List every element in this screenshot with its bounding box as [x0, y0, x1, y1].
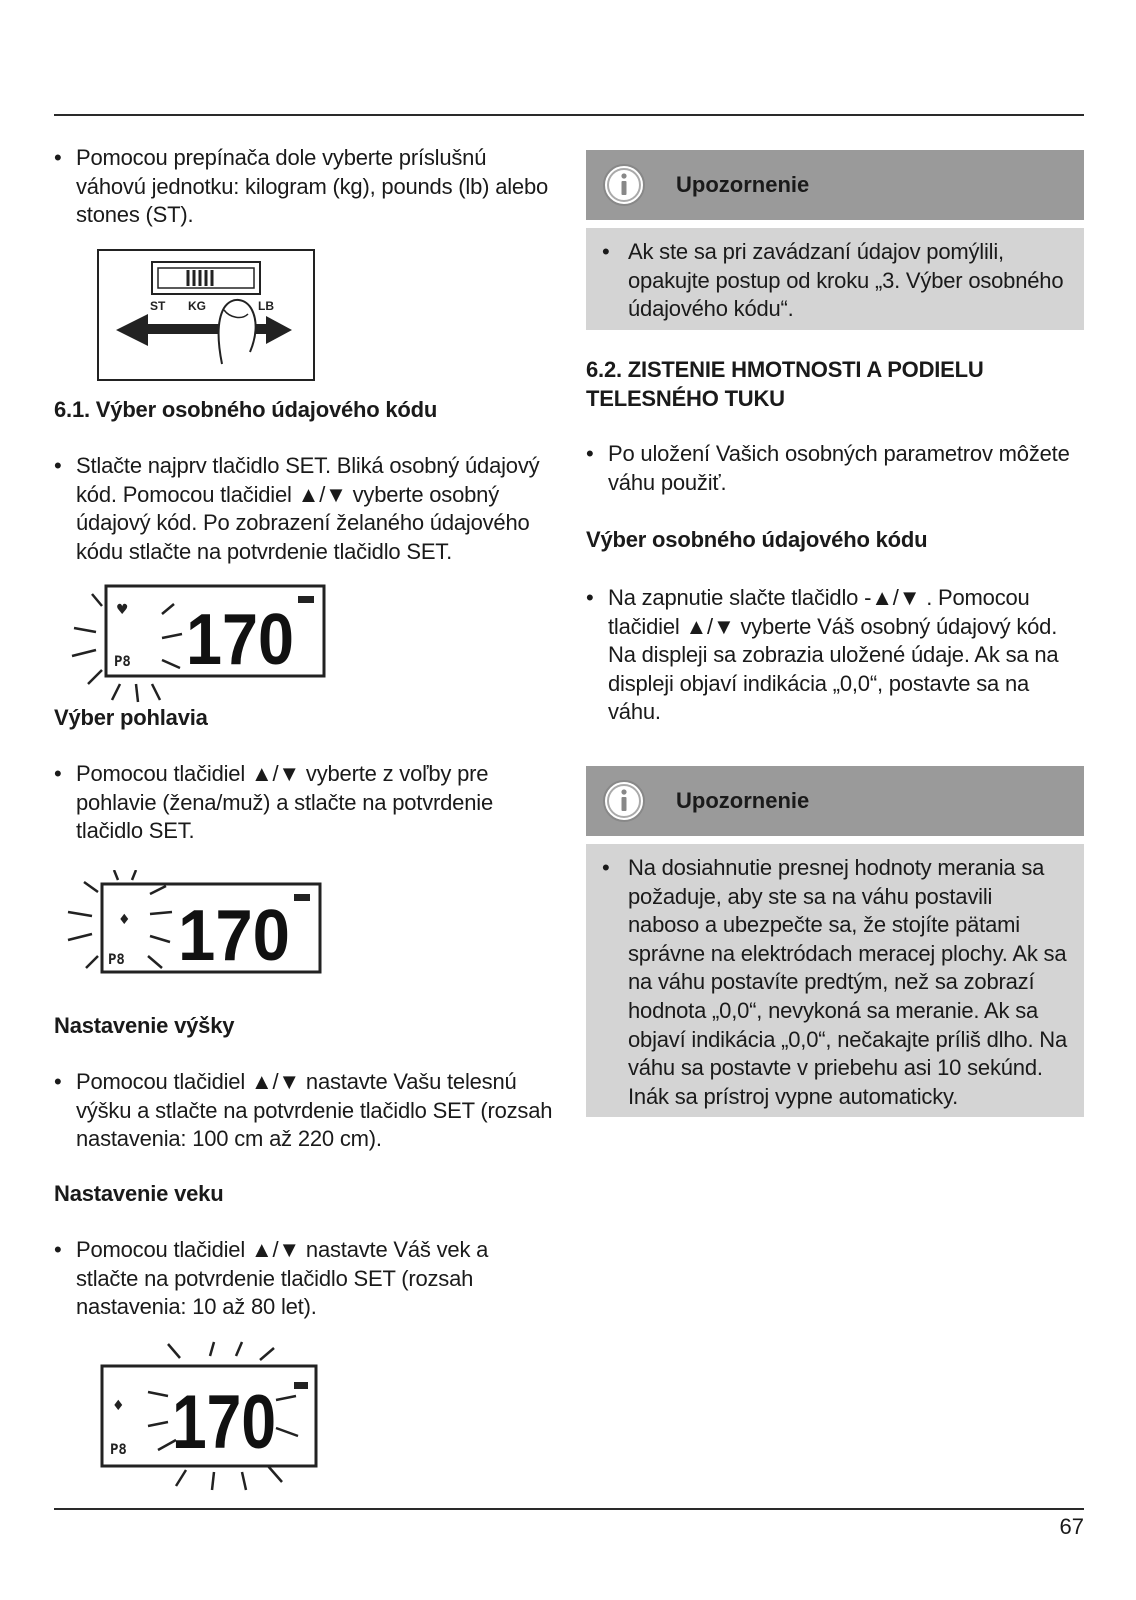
note-1-header: [586, 150, 1084, 220]
note-1-title: Upozornenie: [676, 172, 810, 197]
unit-switch-figure: [96, 248, 316, 382]
lcd-age-value: 170: [172, 1380, 276, 1465]
note-2-header: [586, 766, 1084, 836]
heading-6-1: 6.1. Výber osobného údajového kódu: [54, 397, 438, 422]
heading-height: Nastavenie výšky: [54, 1013, 235, 1038]
top-rule: [54, 114, 1084, 116]
note-2-bullet: • Na dosiahnutie presnej hodnoty merania sa požaduje, aby ste sa na váhu postavili naboso a ubezpečte sa, že stojíte pätami správne na elektródach meracej plochy. Ak sa na váhu postavíte predtým, než sa zobrazí hodnota „0,0“, nevykoná sa meranie. Ak sa objaví indikácia „0,0“, nečakajte príliš dlho. Na váhu sa postavte v priebehu asi 10 sekúnd. Inák sa prístroj vypne automaticky.: [602, 854, 1068, 1111]
lcd-gender-value: 170: [178, 896, 290, 976]
switch-label-lb: LB: [258, 299, 274, 313]
bullet-height: • Pomocou tlačidiel ▲/▼ nastavte Vašu telesnú výšku a stlačte na potvrdenie tlačidlo SET (rozsah nastavenia: 100 cm až 220 cm).: [54, 1068, 554, 1154]
lcd-gender-code: P8: [108, 952, 125, 968]
note-2-title: Upozornenie: [676, 788, 810, 813]
lcd-value: 170: [186, 600, 294, 680]
note-2-body: [586, 844, 1084, 1117]
heading-select-code: Výber osobného údajového kódu: [586, 527, 928, 552]
switch-label-kg: KG: [188, 299, 206, 313]
bullet-6-2: • Po uložení Vašich osobných parametrov môžete váhu použiť.: [586, 440, 1084, 497]
heading-6-2: 6.2. ZISTENIE HMOTNOSTI A PODIELU TELESNÉHO TUKU: [586, 357, 984, 411]
bottom-rule: [54, 1508, 1084, 1510]
svg-text:♦: ♦: [118, 912, 131, 928]
switch-label-st: ST: [150, 299, 166, 313]
note-box-1: [586, 150, 1084, 330]
lcd-code-text: P8: [114, 654, 131, 670]
note-1-bullet: • Ak ste sa pri zavádzaní údajov pomýlili, opakujte postup od kroku „3. Výber osobného údajového kódu“.: [602, 238, 1068, 324]
page-number: 67: [1059, 1514, 1084, 1539]
info-icon: [602, 163, 646, 207]
bullet-gender: • Pomocou tlačidiel ▲/▼ vyberte z voľby pre pohlavie (žena/muž) a stlačte na potvrdenie tlačidlo SET.: [54, 760, 554, 846]
lcd-code-figure: [62, 580, 332, 710]
lcd-age-code: P8: [110, 1442, 127, 1458]
note-box-2: [586, 766, 1084, 1117]
svg-text:♥: ♥: [116, 602, 129, 618]
lcd-gender-figure: [62, 870, 332, 990]
lcd-age-figure: [96, 1340, 326, 1506]
heading-age: Nastavenie veku: [54, 1181, 224, 1206]
note-1-body: [586, 228, 1084, 330]
bullet-select-code: • Na zapnutie slačte tlačidlo -▲/▼ . Pomocou tlačidiel ▲/▼ vyberte Váš osobný údajový kód. Na displeji sa zobrazia uložené údaje. Ak sa na displeji objaví indikácia „0,0“, postavte sa na váhu.: [586, 584, 1084, 727]
bullet-age: • Pomocou tlačidiel ▲/▼ nastavte Váš vek a stlačte na potvrdenie tlačidlo SET (rozsah nastavenia: 10 až 80 let).: [54, 1236, 554, 1322]
svg-text:♦: ♦: [112, 1398, 125, 1414]
heading-gender: Výber pohlavia: [54, 705, 208, 730]
intro-bullet: • Pomocou prepínača dole vyberte príslušnú váhovú jednotku: kilogram (kg), pounds (lb) alebo stones (ST).: [54, 144, 554, 230]
bullet-6-1: • Stlačte najprv tlačidlo SET. Bliká osobný údajový kód. Pomocou tlačidiel ▲/▼ vyberte osobný údajový kód. Po zobrazení želaného údajového kódu stlačte na potvrdenie tlačidlo SET.: [54, 452, 554, 566]
info-icon: [602, 779, 646, 823]
